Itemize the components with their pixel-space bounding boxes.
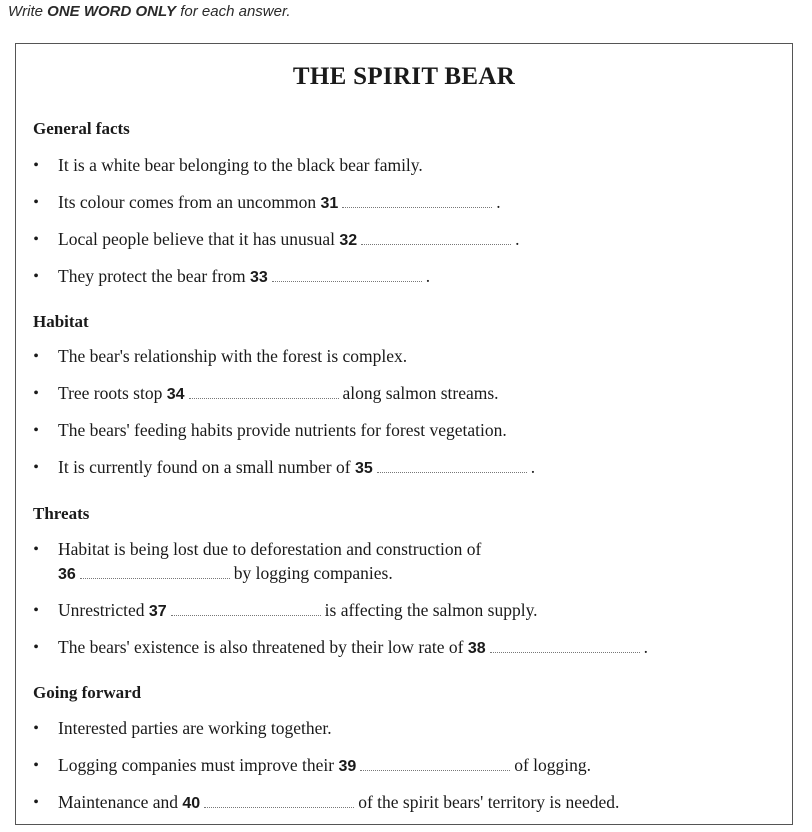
item-text-end: is affecting the salmon supply. — [324, 600, 538, 620]
answer-blank[interactable] — [189, 384, 339, 399]
question-number: 34 — [166, 386, 185, 403]
question-number: 35 — [354, 460, 373, 477]
item-text-end: by logging companies. — [233, 563, 393, 583]
page-title: THE SPIRIT BEAR — [292, 63, 516, 90]
question-number: 40 — [182, 795, 201, 812]
answer-blank[interactable] — [171, 601, 321, 616]
item-text-end: along salmon streams. — [342, 383, 499, 403]
answer-blank[interactable] — [80, 564, 230, 579]
item-text: Maintenance and — [58, 792, 183, 812]
instruction-emphasis: ONE WORD ONLY — [47, 3, 177, 20]
item-text: Tree roots stop — [58, 383, 167, 403]
question-number: 36 — [58, 566, 76, 583]
item-text-end: of the spirit bears' territory is needed. — [358, 792, 620, 812]
answer-blank[interactable] — [342, 193, 492, 208]
question-number: 37 — [148, 603, 167, 620]
bullet-icon: • — [33, 541, 39, 558]
item-text-end: . — [515, 229, 520, 249]
item-text: Local people believe that it has unusual — [58, 229, 340, 249]
bullet-icon: • — [33, 268, 39, 285]
item-text: Interested parties are working together. — [58, 718, 332, 738]
item-text: The bear's relationship with the forest is complex. — [58, 346, 408, 366]
item-text: It is a white bear belonging to the black bear family. — [58, 155, 423, 175]
answer-blank[interactable] — [377, 458, 527, 473]
question-number: 32 — [339, 232, 358, 249]
bullet-icon: • — [33, 459, 39, 476]
item-text: It is currently found on a small number of — [58, 457, 355, 477]
item-text: Habitat is being lost due to deforestation and construction of — [58, 539, 482, 559]
item-text-end: . — [643, 637, 649, 657]
bullet-icon: • — [33, 157, 39, 174]
section-heading-general: General facts — [33, 119, 130, 138]
item-text-end: of logging. — [514, 755, 592, 775]
question-number: 31 — [320, 195, 339, 212]
item-text-end: . — [530, 457, 536, 477]
answer-blank[interactable] — [490, 638, 640, 653]
answer-blank[interactable] — [361, 230, 511, 245]
item-text: Logging companies must improve their — [58, 755, 339, 775]
question-number: 33 — [249, 269, 268, 286]
bullet-icon: • — [33, 602, 39, 619]
instruction-prefix: Write — [8, 3, 48, 20]
answer-blank[interactable] — [204, 793, 354, 808]
item-text: The bears' existence is also threatened by their low rate of — [58, 637, 468, 657]
question-number: 39 — [338, 758, 357, 775]
section-heading-threats: Threats — [33, 504, 90, 523]
section-heading-going-forward: Going forward — [33, 683, 142, 702]
answer-blank[interactable] — [360, 756, 510, 771]
bullet-icon: • — [33, 639, 39, 656]
item-text: The bears' feeding habits provide nutrients for forest vegetation. — [58, 420, 507, 440]
bullet-icon: • — [33, 194, 39, 211]
section-heading-habitat: Habitat — [33, 312, 89, 331]
item-text-end: . — [425, 266, 431, 286]
answer-blank[interactable] — [272, 267, 422, 282]
question-number: 38 — [467, 640, 486, 657]
bullet-icon: • — [33, 794, 39, 811]
item-text: Unrestricted — [58, 600, 149, 620]
bullet-icon: • — [33, 422, 39, 439]
bullet-icon: • — [33, 757, 39, 774]
bullet-icon: • — [33, 720, 39, 737]
bullet-icon: • — [33, 231, 39, 248]
instruction-text — [8, 3, 291, 20]
item-text-end: . — [496, 192, 501, 212]
notes-box — [15, 43, 793, 825]
bullet-icon: • — [33, 348, 39, 365]
bullet-icon: • — [33, 385, 39, 402]
instruction-suffix: for each answer. — [176, 3, 291, 20]
item-text: They protect the bear from — [58, 266, 250, 286]
item-text: Its colour comes from an uncommon — [58, 192, 321, 212]
